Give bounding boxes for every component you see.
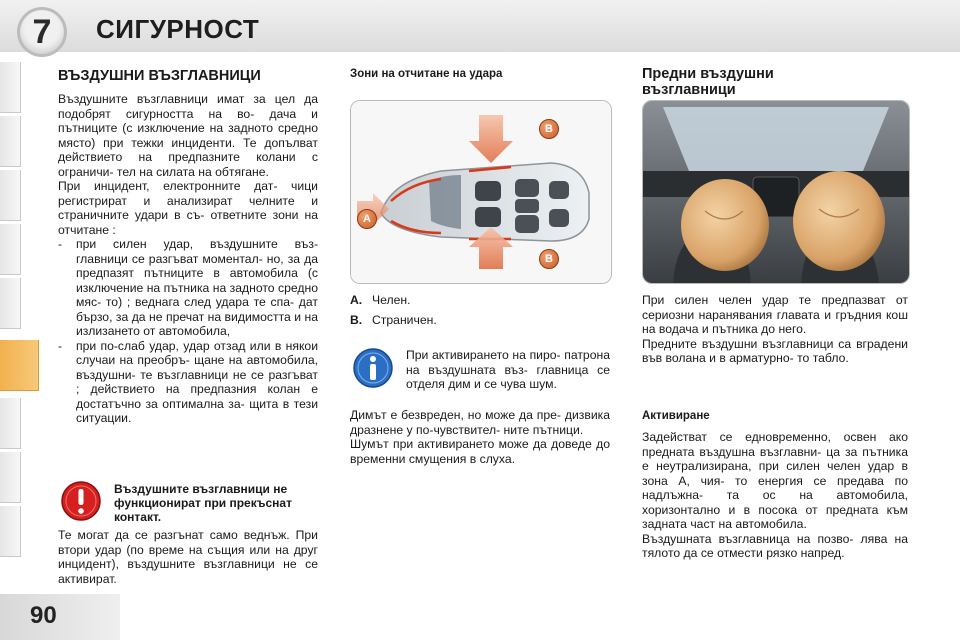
impact-zones-diagram bbox=[350, 100, 612, 284]
chapter-badge bbox=[20, 10, 64, 54]
side-tab[interactable] bbox=[0, 278, 21, 329]
paragraph: Задействат се едновременно, освен ако предната въздушна възглавни- ца за пътника е неутрализирана, при силен челен удар в зона A, чия- то енергия се предава по надлъжна- та ос на автомобила, хоризонтално и в посока от предната към задната част на автомобила. bbox=[642, 430, 908, 531]
paragraph: Шумът при активирането може да доведе до временни смущения в слуха. bbox=[350, 437, 610, 466]
legend-row bbox=[350, 293, 411, 307]
car-top-view-illustration bbox=[351, 101, 611, 283]
paragraph: При инцидент, електронните дат- чици регистрират и анализират челните и страничните удари в съ- ответните зони на отчитане : bbox=[58, 179, 318, 237]
warning-icon bbox=[60, 480, 102, 522]
legend-key: B. bbox=[350, 313, 363, 327]
side-tab[interactable] bbox=[0, 224, 21, 275]
legend-key: A. bbox=[350, 293, 363, 307]
legend-label: Челен. bbox=[372, 293, 411, 307]
activation-heading: Активиране bbox=[642, 410, 710, 422]
legend-label: Страничен. bbox=[372, 313, 437, 327]
chapter-title: СИГУРНОСТ bbox=[96, 14, 260, 44]
side-tab[interactable] bbox=[0, 170, 21, 221]
front-airbags-text bbox=[642, 293, 908, 366]
side-tab[interactable] bbox=[0, 398, 21, 449]
side-tab-active[interactable] bbox=[0, 340, 39, 391]
paragraph: При силен челен удар те предпазват от сериозни наранявания главата и гръдния кош на водача и пътника до него. bbox=[642, 293, 908, 336]
list-item-text: при по-слаб удар, удар отзад или в някои случаи на преобръ- щане на автомобила, въздушни- те възглавници не се разгъват ; действието на предпазния колан е достатъчно за оптимална за- щита в тези ситуации. bbox=[76, 338, 318, 425]
info-icon bbox=[352, 347, 394, 389]
activation-text bbox=[642, 430, 908, 561]
front-airbags-photo bbox=[642, 100, 910, 284]
deployed-airbags-illustration bbox=[643, 101, 909, 283]
zone-b-marker: B bbox=[539, 119, 559, 139]
warning-text: Те могат да се разгънат само веднъж. При втори удар (по време на същия или на друг инцидент), въздушните възглавници не се активират. bbox=[58, 528, 318, 586]
front-airbags-heading: Предни въздушни възглавници bbox=[642, 66, 774, 98]
side-tab[interactable] bbox=[0, 452, 21, 503]
list-item: - при силен удар, въздушните въз- главници се разгъват моментал- но, за да предпазят пътниците в автомобила (с изключение на пътника на задното средно мяс- то) ; веднага след удара те спа- дат бързо, за да не пречат на видимостта и на излизането от автомобила, bbox=[58, 237, 318, 338]
smoke-notes bbox=[350, 408, 610, 466]
page-number-bg bbox=[0, 594, 120, 640]
page-number: 90 bbox=[30, 602, 57, 629]
list-item-text: при силен удар, въздушните въз- главници се разгъват моментал- но, за да предпазят пътниците в автомобила (с изключение на пътника на задното средно мяс- то) ; веднага след удара те спа- дат бързо, за да не пречат на видимостта и на излизането от автомобила, bbox=[76, 237, 318, 338]
impact-zones-heading: Зони на отчитане на удара bbox=[350, 68, 503, 80]
info-text: При активирането на пиро- патрона на въздушната въз- главница се отделя дим и се чува шум. bbox=[406, 348, 610, 391]
zone-b-marker: B bbox=[539, 249, 559, 269]
side-tab[interactable] bbox=[0, 506, 21, 557]
side-tab[interactable] bbox=[0, 116, 21, 167]
airbags-intro bbox=[58, 92, 318, 426]
zone-a-marker: A bbox=[357, 209, 377, 229]
paragraph: Въздушните възглавници имат за цел да подобрят сигурността на во- дача и пътниците (с изключение на задното средно място) при тежки инциденти. Те допълват действието на предпазните колани с ограничи- тел на силата на обтягане. bbox=[58, 92, 318, 179]
legend-row bbox=[350, 313, 437, 327]
chapter-number: 7 bbox=[32, 12, 52, 51]
side-tab[interactable] bbox=[0, 62, 21, 113]
paragraph: Въздушната възглавница на позво- лява на тялото да се отмести рязко напред. bbox=[642, 531, 908, 560]
list-item: - при по-слаб удар, удар отзад или в някои случаи на преобръ- щане на автомобила, въздушни- те възглавници не се разгъват ; действието на предпазния колан е достатъчно за оптимална за- щита в тези ситуации. bbox=[58, 338, 318, 425]
paragraph: Предните въздушни възглавници са вградени във волана и в арматурно- то табло. bbox=[642, 336, 908, 365]
airbags-heading: ВЪЗДУШНИ ВЪЗГЛАВНИЦИ bbox=[58, 68, 261, 84]
paragraph: Димът е безвреден, но може да пре- дизвика дразнене у по-чувствител- ните пътници. bbox=[350, 408, 610, 437]
warning-title: Въздушните възглавници не функционират при прекъснат контакт. bbox=[114, 482, 292, 524]
